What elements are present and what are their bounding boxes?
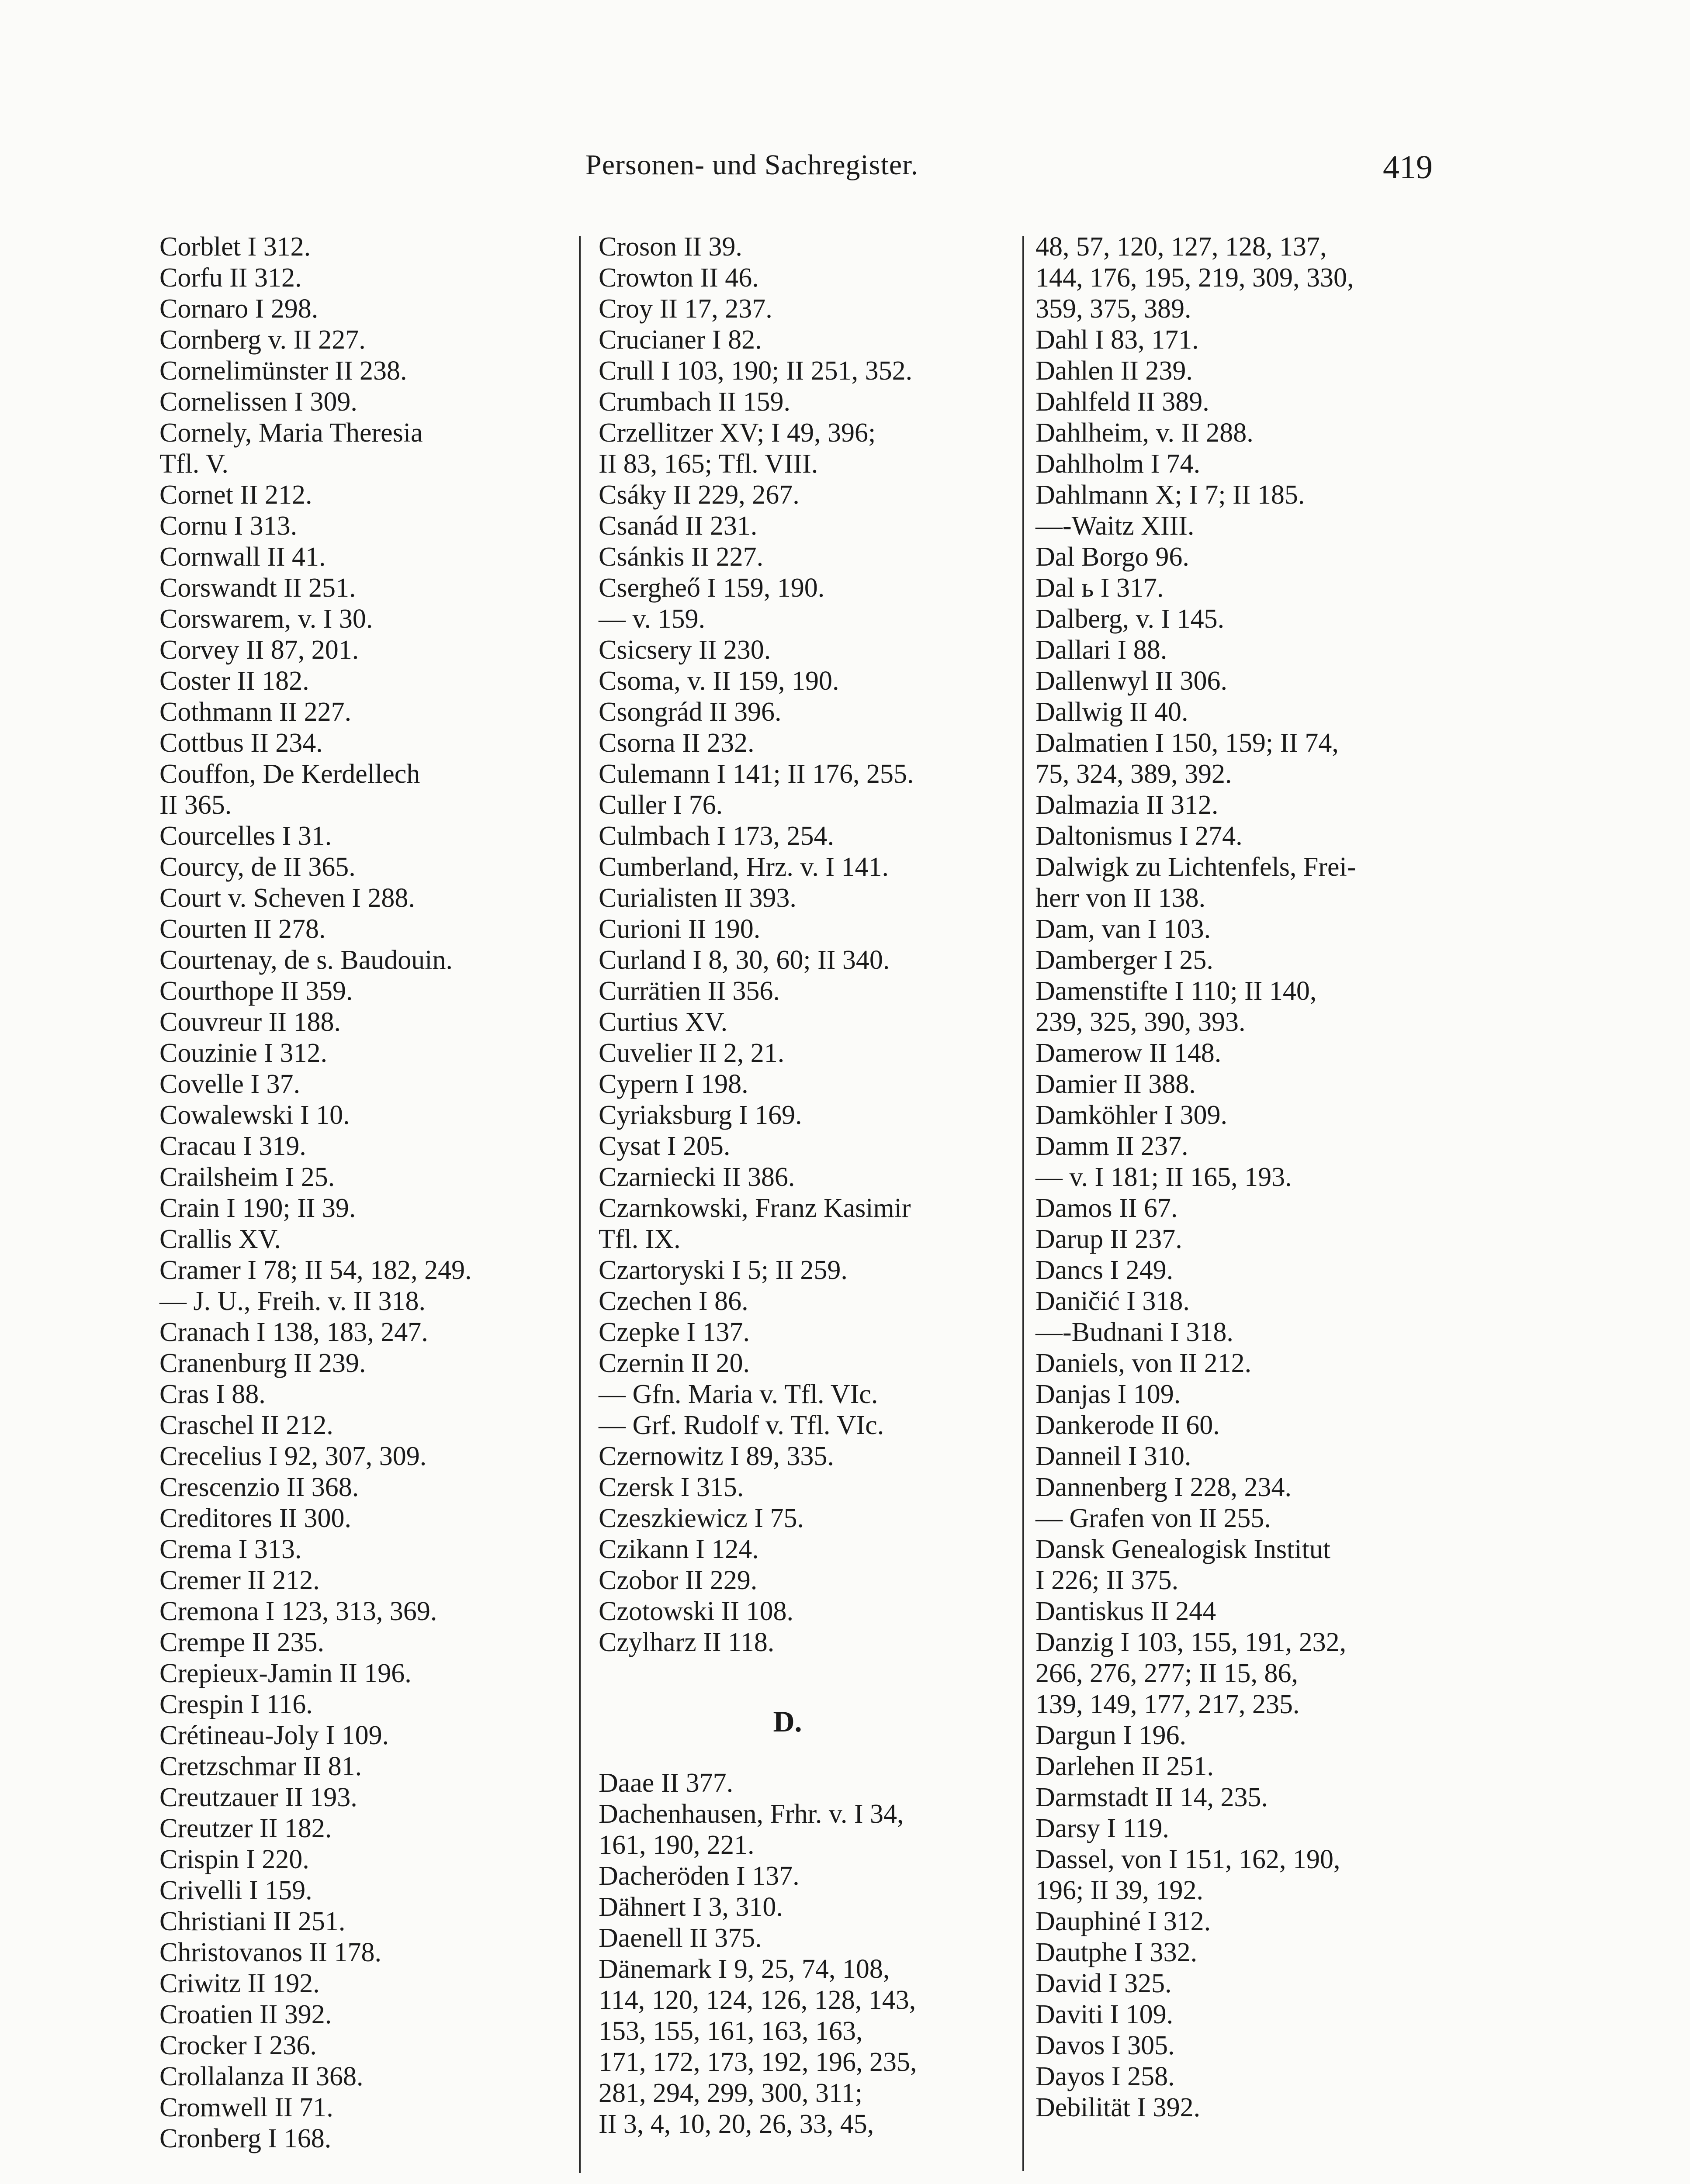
- index-entry: Corfu II 312.: [159, 263, 302, 293]
- index-entry: Cornaro I 298.: [159, 294, 319, 324]
- index-entry: Czechen I 86.: [599, 1286, 748, 1316]
- index-entry: Cornelissen I 309.: [159, 387, 357, 417]
- index-entry: Csanád II 231.: [599, 511, 758, 541]
- index-entry: Czarniecki II 386.: [599, 1162, 795, 1192]
- index-entry: Currätien II 356.: [599, 976, 780, 1006]
- index-entry: Cronberg I 168.: [159, 2124, 332, 2153]
- index-entry: Cysat I 205.: [599, 1131, 731, 1161]
- index-entry: Dachenhausen, Frhr. v. I 34,: [599, 1799, 904, 1829]
- index-entry: Couzinie I 312.: [159, 1038, 327, 1068]
- index-entry: Cretzschmar II 81.: [159, 1752, 362, 1781]
- index-entry: Cramer I 78; II 54, 182, 249.: [159, 1255, 472, 1285]
- index-entry: Crétineau-Joly I 109.: [159, 1721, 389, 1750]
- index-entry: Cottbus II 234.: [159, 728, 323, 758]
- index-entry: Dalmatien I 150, 159; II 74,: [1035, 728, 1339, 758]
- index-entry: Croatien II 392.: [159, 2000, 332, 2029]
- index-entry: Cuvelier II 2, 21.: [599, 1038, 785, 1068]
- index-entry: Dahlholm I 74.: [1035, 449, 1201, 479]
- index-entry: Dähnert I 3, 310.: [599, 1892, 783, 1922]
- index-entry: Damier II 388.: [1035, 1069, 1196, 1099]
- index-entry: Dayos I 258.: [1035, 2062, 1175, 2091]
- index-entry: Czobor II 229.: [599, 1565, 758, 1595]
- index-entry: Corswandt II 251.: [159, 573, 356, 603]
- page-number: 419: [1383, 149, 1433, 186]
- index-entry: Cornberg v. II 227.: [159, 325, 366, 355]
- index-entry: Czepke I 137.: [599, 1317, 750, 1347]
- index-entry: Christiani II 251.: [159, 1907, 346, 1936]
- index-entry: Czylharz II 118.: [599, 1628, 775, 1657]
- index-entry: 153, 155, 161, 163, 163,: [599, 2016, 863, 2046]
- index-entry: Czotowski II 108.: [599, 1597, 794, 1626]
- index-entry: Czernowitz I 89, 335.: [599, 1441, 834, 1471]
- index-entry: Dansk Genealogisk Institut: [1035, 1534, 1331, 1564]
- index-entry: Cornu I 313.: [159, 511, 298, 541]
- index-entry: Daničić I 318.: [1035, 1286, 1190, 1316]
- index-entry: Cumberland, Hrz. v. I 141.: [599, 852, 889, 882]
- index-entry: Daae II 377.: [599, 1768, 734, 1798]
- section-heading-d: D.: [773, 1705, 802, 1738]
- index-entry: Craschel II 212.: [159, 1410, 333, 1440]
- index-entry: 359, 375, 389.: [1035, 294, 1191, 324]
- index-entry: Cras I 88.: [159, 1379, 266, 1409]
- index-entry: Dalberg, v. I 145.: [1035, 604, 1225, 634]
- index-entry: —-Waitz XIII.: [1035, 511, 1195, 541]
- index-entry: 266, 276, 277; II 15, 86,: [1035, 1659, 1299, 1688]
- index-entry: Crain I 190; II 39.: [159, 1193, 356, 1223]
- index-entry: Damos II 67.: [1035, 1193, 1178, 1223]
- index-entry: David I 325.: [1035, 1969, 1172, 1998]
- index-entry: Davos I 305.: [1035, 2031, 1175, 2060]
- index-entry: Darup II 237.: [1035, 1224, 1182, 1254]
- index-entry: Couvreur II 188.: [159, 1007, 341, 1037]
- index-entry: Daniels, von II 212.: [1035, 1348, 1252, 1378]
- index-entry: Crepieux-Jamin II 196.: [159, 1659, 412, 1688]
- index-entry: Crempe II 235.: [159, 1628, 325, 1657]
- index-entry: Dal Borgo 96.: [1035, 542, 1189, 572]
- index-entry: 48, 57, 120, 127, 128, 137,: [1035, 232, 1327, 262]
- index-entry: Creutzer II 182.: [159, 1814, 332, 1843]
- index-entry: Dallenwyl II 306.: [1035, 666, 1228, 696]
- index-entry: Cornelimünster II 238.: [159, 356, 407, 386]
- index-entry: Danjas I 109.: [1035, 1379, 1181, 1409]
- index-entry: Dam, van I 103.: [1035, 914, 1211, 944]
- index-entry: Dassel, von I 151, 162, 190,: [1035, 1845, 1340, 1874]
- index-column-2: [599, 232, 1007, 2140]
- index-column-2-top: [599, 232, 1007, 1658]
- index-entry: Damenstifte I 110; II 140,: [1035, 976, 1317, 1006]
- index-entry: Courcy, de II 365.: [159, 852, 356, 882]
- index-entry: Danneil I 310.: [1035, 1441, 1191, 1471]
- index-entry: Dahlmann X; I 7; II 185.: [1035, 480, 1305, 510]
- index-entry: — Grafen von II 255.: [1035, 1503, 1271, 1533]
- index-entry: Crumbach II 159.: [599, 387, 791, 417]
- index-entry: Dänemark I 9, 25, 74, 108,: [599, 1954, 890, 1984]
- index-entry: Czarnkowski, Franz Kasimir: [599, 1193, 911, 1223]
- index-entry: Csongrád II 396.: [599, 697, 782, 727]
- index-entry: Dannenberg I 228, 234.: [1035, 1472, 1292, 1502]
- index-entry: Damberger I 25.: [1035, 945, 1213, 975]
- index-entry: Daenell II 375.: [599, 1923, 762, 1953]
- index-entry: Dauphiné I 312.: [1035, 1907, 1211, 1936]
- index-entry: I 226; II 375.: [1035, 1565, 1179, 1595]
- index-entry: Daltonismus I 274.: [1035, 821, 1243, 851]
- index-entry: 239, 325, 390, 393.: [1035, 1007, 1246, 1037]
- index-entry: —-Budnani I 318.: [1035, 1317, 1233, 1347]
- index-entry: — Gfn. Maria v. Tfl. VIc.: [599, 1379, 878, 1409]
- index-entry: 161, 190, 221.: [599, 1830, 755, 1860]
- index-entry: Dargun I 196.: [1035, 1721, 1186, 1750]
- index-entry: Crecelius I 92, 307, 309.: [159, 1441, 427, 1471]
- index-entry: Dancs I 249.: [1035, 1255, 1174, 1285]
- index-entry: Dahl I 83, 171.: [1035, 325, 1199, 355]
- index-entry: Creutzauer II 193.: [159, 1783, 357, 1812]
- index-entry: Dallwig II 40.: [1035, 697, 1188, 727]
- index-entry: Damerow II 148.: [1035, 1038, 1222, 1068]
- index-entry: Csorna II 232.: [599, 728, 755, 758]
- index-entry: Crespin I 116.: [159, 1690, 313, 1719]
- index-entry: Cromwell II 71.: [159, 2093, 333, 2122]
- index-entry: II 3, 4, 10, 20, 26, 33, 45,: [599, 2109, 874, 2139]
- index-entry: Cremer II 212.: [159, 1565, 320, 1595]
- index-entry: Culler I 76.: [599, 790, 723, 820]
- index-entry: Dahlfeld II 389.: [1035, 387, 1209, 417]
- index-entry: Croy II 17, 237.: [599, 294, 772, 324]
- running-head: Personen- und Sachregister.: [585, 149, 918, 181]
- index-entry: II 365.: [159, 790, 232, 820]
- index-entry: Cornwall II 41.: [159, 542, 326, 572]
- index-entry: Cothmann II 227.: [159, 697, 352, 727]
- index-entry: Curialisten II 393.: [599, 883, 797, 913]
- index-entry: Csánkis II 227.: [599, 542, 764, 572]
- index-entry: Curland I 8, 30, 60; II 340.: [599, 945, 890, 975]
- index-entry: Curioni II 190.: [599, 914, 761, 944]
- index-entry: Csergheő I 159, 190.: [599, 573, 825, 603]
- index-column-3: [1035, 232, 1444, 2123]
- index-entry: Dalmazia II 312.: [1035, 790, 1219, 820]
- index-entry: Dantiskus II 244: [1035, 1597, 1216, 1626]
- index-entry: Crispin I 220.: [159, 1845, 309, 1874]
- column-rule-right: [1022, 236, 1024, 2171]
- column-rule-left: [579, 236, 581, 2173]
- index-entry: Dankerode II 60.: [1035, 1410, 1220, 1440]
- index-entry: Czersk I 315.: [599, 1472, 744, 1502]
- index-entry: — J. U., Freih. v. II 318.: [159, 1286, 426, 1316]
- index-entry: Christovanos II 178.: [159, 1938, 382, 1967]
- index-entry: Couffon, De Kerdellech: [159, 759, 420, 789]
- index-entry: Debilität I 392.: [1035, 2093, 1201, 2122]
- index-entry: Darlehen II 251.: [1035, 1752, 1214, 1781]
- index-entry: Croson II 39.: [599, 232, 742, 262]
- index-entry: Czernin II 20.: [599, 1348, 750, 1378]
- index-entry: Corswarem, v. I 30.: [159, 604, 373, 634]
- index-entry: Crzellitzer XV; I 49, 396;: [599, 418, 876, 448]
- index-entry: Csicsery II 230.: [599, 635, 771, 665]
- index-entry: 171, 172, 173, 192, 196, 235,: [599, 2047, 917, 2077]
- index-entry: — v. I 181; II 165, 193.: [1035, 1162, 1292, 1192]
- index-entry: Crivelli I 159.: [159, 1876, 312, 1905]
- index-entry: herr von II 138.: [1035, 883, 1206, 913]
- index-entry: Cypern I 198.: [599, 1069, 748, 1099]
- index-entry: Corvey II 87, 201.: [159, 635, 359, 665]
- index-entry: Cyriaksburg I 169.: [599, 1100, 802, 1130]
- index-entry: 75, 324, 389, 392.: [1035, 759, 1232, 789]
- index-entry: Dacheröden I 137.: [599, 1861, 800, 1891]
- index-entry: Cracau I 319.: [159, 1131, 306, 1161]
- index-entry: Dallari I 88.: [1035, 635, 1167, 665]
- index-entry: Crailsheim I 25.: [159, 1162, 335, 1192]
- index-entry: Crowton II 46.: [599, 263, 759, 293]
- index-entry: 281, 294, 299, 300, 311;: [599, 2078, 862, 2108]
- index-column-1: [159, 232, 568, 2154]
- index-entry: 114, 120, 124, 126, 128, 143,: [599, 1985, 916, 2015]
- index-entry: Tfl. IX.: [599, 1224, 681, 1254]
- index-entry: Crocker I 236.: [159, 2031, 317, 2060]
- index-entry: Damköhler I 309.: [1035, 1100, 1228, 1130]
- index-entry: Crollalanza II 368.: [159, 2062, 364, 2091]
- index-entry: Culmbach I 173, 254.: [599, 821, 834, 851]
- index-entry: Darsy I 119.: [1035, 1814, 1169, 1843]
- index-entry: Covelle I 37.: [159, 1069, 300, 1099]
- index-entry: Cremona I 123, 313, 369.: [159, 1597, 437, 1626]
- index-entry: Crema I 313.: [159, 1534, 302, 1564]
- index-entry: — Grf. Rudolf v. Tfl. VIc.: [599, 1410, 884, 1440]
- index-entry: Czartoryski I 5; II 259.: [599, 1255, 848, 1285]
- index-entry: Dahlen II 239.: [1035, 356, 1193, 386]
- index-entry: Cornet II 212.: [159, 480, 312, 510]
- index-entry: Culemann I 141; II 176, 255.: [599, 759, 914, 789]
- index-entry: 196; II 39, 192.: [1035, 1876, 1204, 1905]
- index-entry: Crallis XV.: [159, 1224, 281, 1254]
- index-entry: Crull I 103, 190; II 251, 352.: [599, 356, 913, 386]
- index-entry: Cranenburg II 239.: [159, 1348, 366, 1378]
- index-entry: Dal ь I 317.: [1035, 573, 1164, 603]
- index-entry: Corblet I 312.: [159, 232, 311, 262]
- index-entry: Damm II 237.: [1035, 1131, 1188, 1161]
- index-entry: Csáky II 229, 267.: [599, 480, 800, 510]
- index-entry: Daviti I 109.: [1035, 2000, 1174, 2029]
- index-entry: Courthope II 359.: [159, 976, 353, 1006]
- index-entry: Crescenzio II 368.: [159, 1472, 359, 1502]
- index-entry: Cowalewski I 10.: [159, 1100, 350, 1130]
- index-entry: 144, 176, 195, 219, 309, 330,: [1035, 263, 1354, 293]
- index-entry: Curtius XV.: [599, 1007, 728, 1037]
- index-entry: Cornely, Maria Theresia: [159, 418, 423, 448]
- index-entry: Courcelles I 31.: [159, 821, 332, 851]
- index-entry: Dautphe I 332.: [1035, 1938, 1198, 1967]
- index-entry: Dalwigk zu Lichtenfels, Frei-: [1035, 852, 1356, 882]
- index-entry: — v. 159.: [599, 604, 705, 634]
- index-entry: Crucianer I 82.: [599, 325, 762, 355]
- index-entry: Tfl. V.: [159, 449, 229, 479]
- index-entry: Darmstadt II 14, 235.: [1035, 1783, 1268, 1812]
- index-entry: Courten II 278.: [159, 914, 326, 944]
- index-entry: Cranach I 138, 183, 247.: [159, 1317, 428, 1347]
- index-entry: Czeszkiewicz I 75.: [599, 1503, 804, 1533]
- index-entry: Court v. Scheven I 288.: [159, 883, 415, 913]
- index-entry: II 83, 165; Tfl. VIII.: [599, 449, 818, 479]
- index-entry: Dahlheim, v. II 288.: [1035, 418, 1254, 448]
- index-entry: Csoma, v. II 159, 190.: [599, 666, 839, 696]
- index-entry: Czikann I 124.: [599, 1534, 759, 1564]
- index-entry: Coster II 182.: [159, 666, 309, 696]
- index-entry: Courtenay, de s. Baudouin.: [159, 945, 453, 975]
- index-entry: 139, 149, 177, 217, 235.: [1035, 1690, 1300, 1719]
- index-entry: Creditores II 300.: [159, 1503, 352, 1533]
- index-entry: Danzig I 103, 155, 191, 232,: [1035, 1628, 1347, 1657]
- index-column-2-bottom: [599, 1768, 1007, 2140]
- index-entry: Criwitz II 192.: [159, 1969, 320, 1998]
